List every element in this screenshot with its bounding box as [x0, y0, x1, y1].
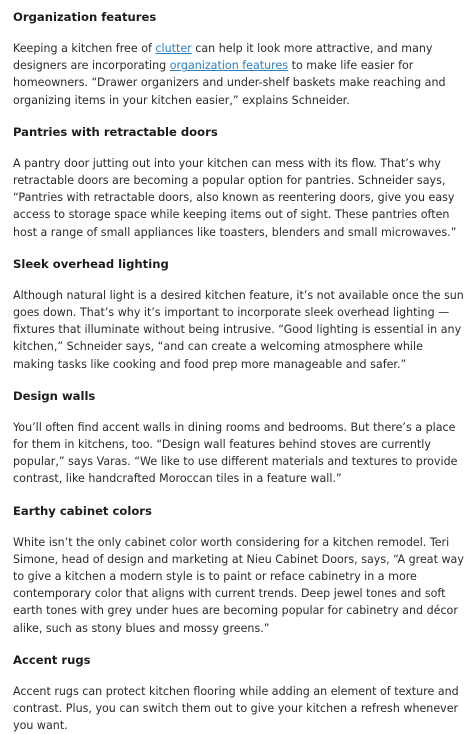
- heading-design-walls: Design walls: [13, 388, 96, 403]
- heading-organization-features: Organization features: [13, 10, 157, 24]
- paragraph-overhead-lighting: Although natural light is a desired kitchen feature, it’s not available once the sun goes down. That’s why it’s important to incorporate sleek overhead lighting — fixtures that illuminate without being intrusive. “Good lighting is essential in any kitchen,” Schneider says, “and can create a welcoming atmosphere while making tasks like cooking and food prep more manageable and safer.”: [13, 288, 464, 371]
- heading-cabinet-colors: Earthy cabinet colors: [13, 503, 152, 518]
- heading-overhead-lighting: Sleek overhead lighting: [13, 256, 169, 271]
- paragraph-organization-features: [13, 40, 464, 109]
- paragraph-design-walls: You’ll often find accent walls in dining rooms and bedrooms. But there’s a place for them in kitchens, too. “Design wall features behind stoves are currently popular,” says Varas. “We like to use different materials and textures to provide contrast, like handcrafted Moroccan tiles in a feature wall.”: [13, 420, 458, 486]
- heading-accent-rugs: Accent rugs: [13, 652, 91, 667]
- paragraph-text: to make life easier for homeowners. “Drawer organizers and under-shelf baskets make reaching and organizing items in your kitchen easier,” explains Schneider.: [13, 59, 446, 107]
- paragraph-text: can help it look more attractive, and many designers are incorporating: [13, 42, 433, 73]
- clutter-link[interactable]: clutter: [155, 42, 192, 55]
- heading-pantries: Pantries with retractable doors: [13, 124, 218, 139]
- paragraph-cabinet-colors: White isn’t the only cabinet color worth considering for a kitchen remodel. Teri Simone, head of design and marketing at Nieu Cabinet Doors, says, “A great way to give a kitchen a modern style is to paint or reface cabinetry in a more contemporary color that aligns with current trends. Deep jewel tones and soft earth tones with grey under hues are becoming popular for cabinetry and décor alike, such as stony blues and mossy greens.”: [13, 535, 464, 635]
- organization-features-link[interactable]: organization features: [169, 59, 289, 73]
- paragraph-text: Keeping a kitchen free of: [13, 42, 156, 55]
- paragraph-pantries: A pantry door jutting out into your kitchen can mess with its flow. That’s why retractable doors are becoming a popular option for pantries. Schneider says, “Pantries with retractable doors, also known as reentering doors, give you easy access to storage space while keeping items out of sight. These pantries often host a range of small appliances like toasters, blenders and small microwaves.”: [13, 156, 457, 239]
- paragraph-accent-rugs: Accent rugs can protect kitchen flooring while adding an element of texture and contrast. Plus, you can switch them out to give your kitchen a refresh whenever you want.: [13, 684, 459, 733]
